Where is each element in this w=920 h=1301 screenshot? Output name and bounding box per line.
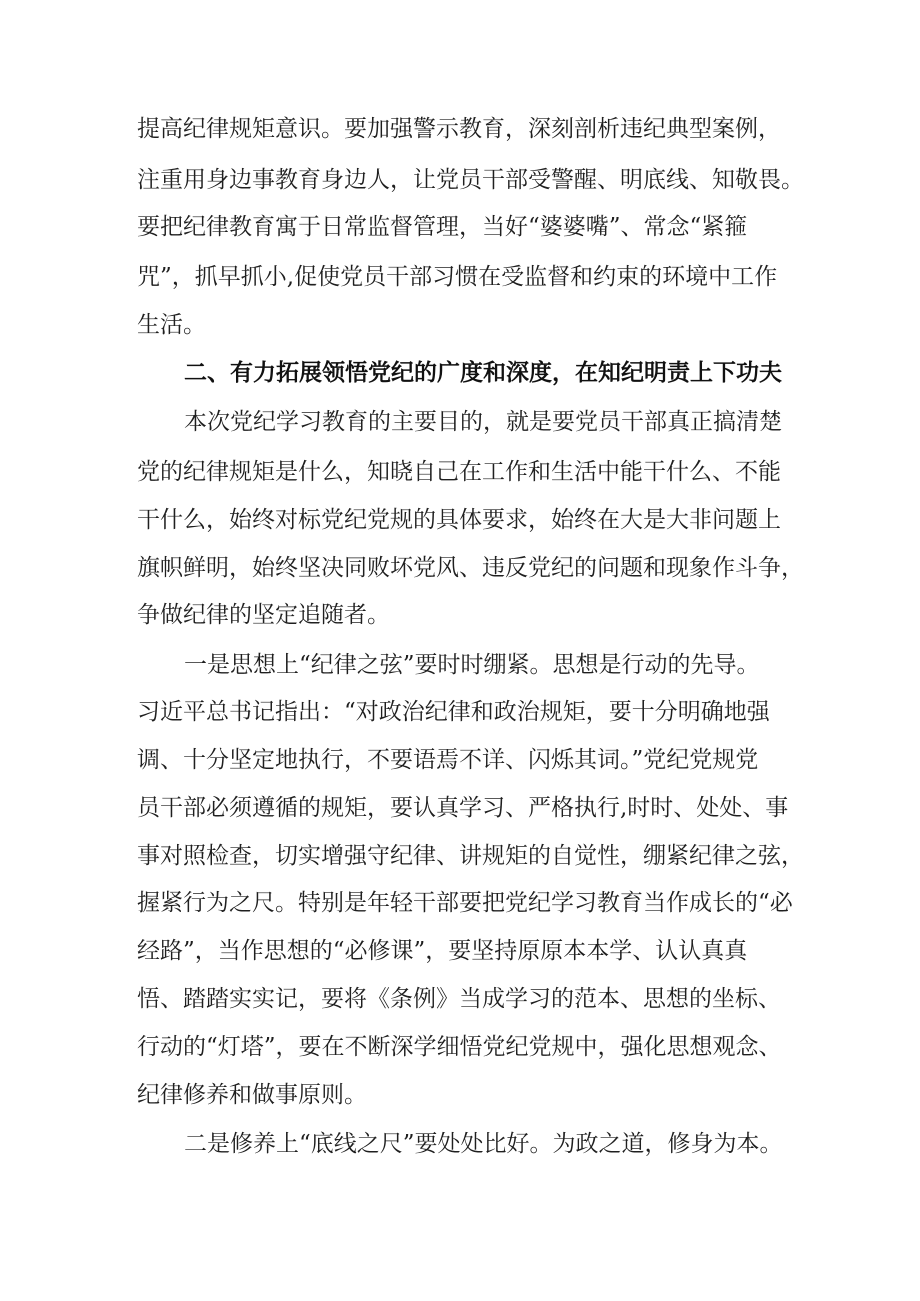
text-line: 党的纪律规矩是什么，知晓自己在工作和生活中能干什么、不能 [137,459,781,485]
text-line: 生活。 [137,312,206,338]
text-line: 注重用身边事教育身边人，让党员干部受警醒、明底线、知敬畏。 [137,167,804,193]
text-line: 要把纪律教育寓于日常监督管理，当好“婆婆嘴”、常念“紧箍 [137,214,748,240]
text-line: 纪律修养和做事原则。 [137,1082,367,1108]
text-line: 行动的“灯塔”，要在不断深学细悟党纪党规中，强化思想观念、 [137,1034,782,1060]
text-line: 一是思想上“纪律之弦”要时时绷紧。思想是行动的先导。 [184,652,760,678]
text-line: 咒”，抓早抓小,促使党员干部习惯在受监督和约束的环境中工作 [137,264,778,290]
text-line: 悟、踏踏实实记，要将《条例》当成学习的范本、思想的坐标、 [137,986,781,1012]
text-line: 事对照检查，切实增强守纪律、讲规矩的自觉性，绷紧纪律之弦， [137,843,804,869]
text-line: 调、十分坚定地执行，不要语焉不详、闪烁其词。”党纪党规党 [137,747,759,773]
text-line: 经路”，当作思想的“必修课”，要坚持原原本本学、认认真真 [137,938,748,964]
text-line: 员干部必须遵循的规矩，要认真学习、严格执行,时时、处处、事 [137,795,789,821]
text-line: 提高纪律规矩意识。要加强警示教育，深刻剖析违纪典型案例， [137,116,781,142]
text-line: 二是修养上“底线之尺”要处处比好。为政之道，修身为本。 [184,1131,783,1157]
text-line: 习近平总书记指出：“对政治纪律和政治规矩，要十分明确地强 [137,699,770,725]
text-line: 旗帜鲜明，始终坚决同败坏党风、违反党纪的问题和现象作斗争， [137,555,804,581]
text-line: 争做纪律的坚定追随者。 [137,602,390,628]
text-line: 干什么，始终对标党纪党规的具体要求，始终在大是大非问题上 [137,507,781,533]
text-line: 握紧行为之尺。特别是年轻干部要把党纪学习教育当作成长的“必 [137,890,793,916]
text-line: 本次党纪学习教育的主要目的，就是要党员干部真正搞清楚 [184,409,782,435]
section-heading: 二、有力拓展领悟党纪的广度和深度，在知纪明责上下功夫 [184,360,782,386]
